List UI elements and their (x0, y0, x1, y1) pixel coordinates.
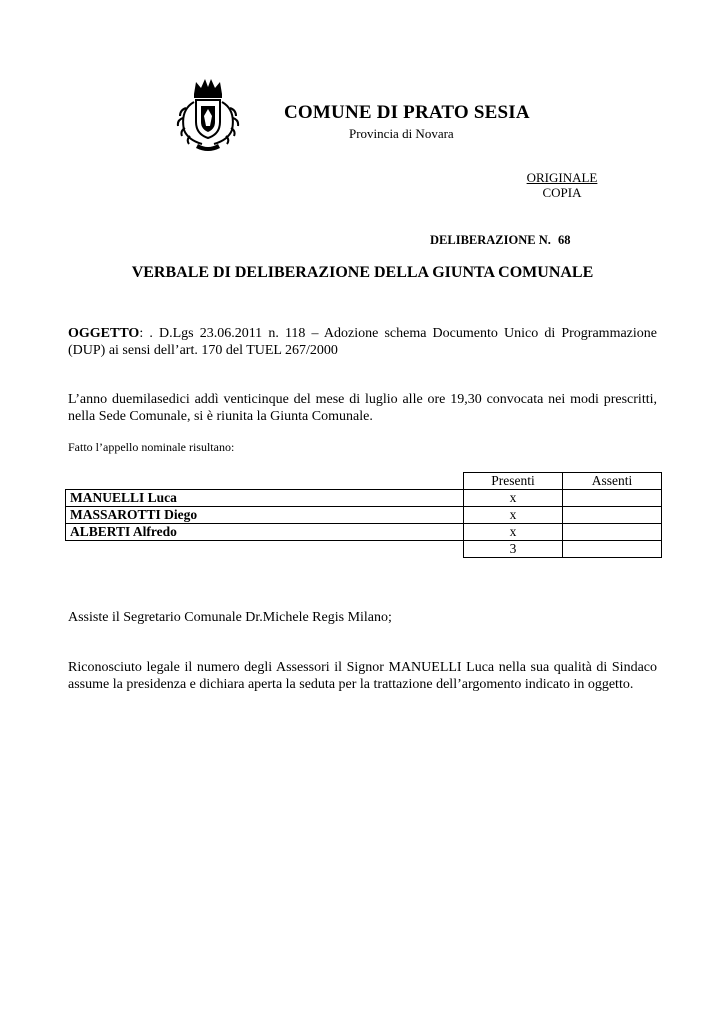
copy-type-indicator (512, 170, 612, 200)
assenti-total (563, 541, 662, 558)
member-name: MANUELLI Luca (66, 490, 464, 507)
deliberazione-label: DELIBERAZIONE N. (430, 233, 551, 247)
table-row (66, 507, 662, 524)
attendance-table (65, 472, 662, 558)
comune-title: COMUNE DI PRATO SESIA (284, 102, 530, 123)
coat-of-arms-icon (174, 76, 242, 154)
riconosciuto-paragraph: Riconosciuto legale il numero degli Assessori il Signor MANUELLI Luca nella sua qualità di Sindaco assume la presidenza e dichiara aperta la seduta per la trattazione dell’argomento indicato in oggetto. (68, 660, 657, 692)
assenti-header: Assenti (563, 473, 662, 490)
assenti-cell (563, 524, 662, 541)
assenti-cell (563, 490, 662, 507)
presenti-cell: x (464, 524, 563, 541)
verbale-title: VERBALE DI DELIBERAZIONE DELLA GIUNTA COMUNALE (131, 264, 594, 281)
originale-label: ORIGINALE (526, 170, 598, 185)
presenti-cell: x (464, 490, 563, 507)
presenti-total: 3 (464, 541, 563, 558)
oggetto-label: OGGETTO (68, 326, 140, 341)
presenti-header: Presenti (464, 473, 563, 490)
presenti-cell: x (464, 507, 563, 524)
provincia-subtitle: Provincia di Novara (349, 126, 454, 141)
oggetto-text: : . D.Lgs 23.06.2011 n. 118 – Adozione schema Documento Unico di Programmazione (DUP) ai sensi dell’art. 170 del TUEL 267/2000 (68, 326, 657, 358)
member-name: MASSAROTTI Diego (66, 507, 464, 524)
member-name: ALBERTI Alfredo (66, 524, 464, 541)
totals-row (66, 541, 662, 558)
table-row (66, 524, 662, 541)
oggetto-paragraph (68, 325, 657, 359)
appello-text: Fatto l’appello nominale risultano: (68, 440, 235, 454)
assenti-cell (563, 507, 662, 524)
deliberazione-value: 68 (558, 233, 571, 247)
assiste-paragraph: Assiste il Segretario Comunale Dr.Michele Regis Milano; (68, 610, 392, 625)
copia-label: COPIA (542, 185, 582, 200)
anno-paragraph: L’anno duemilasedici addì venticinque del mese di luglio alle ore 19,30 convocata nei modi prescritti, nella Sede Comunale, si è riunita la Giunta Comunale. (68, 392, 657, 424)
table-row (66, 490, 662, 507)
deliberazione-number (430, 233, 571, 248)
attendance-header-row (66, 473, 662, 490)
